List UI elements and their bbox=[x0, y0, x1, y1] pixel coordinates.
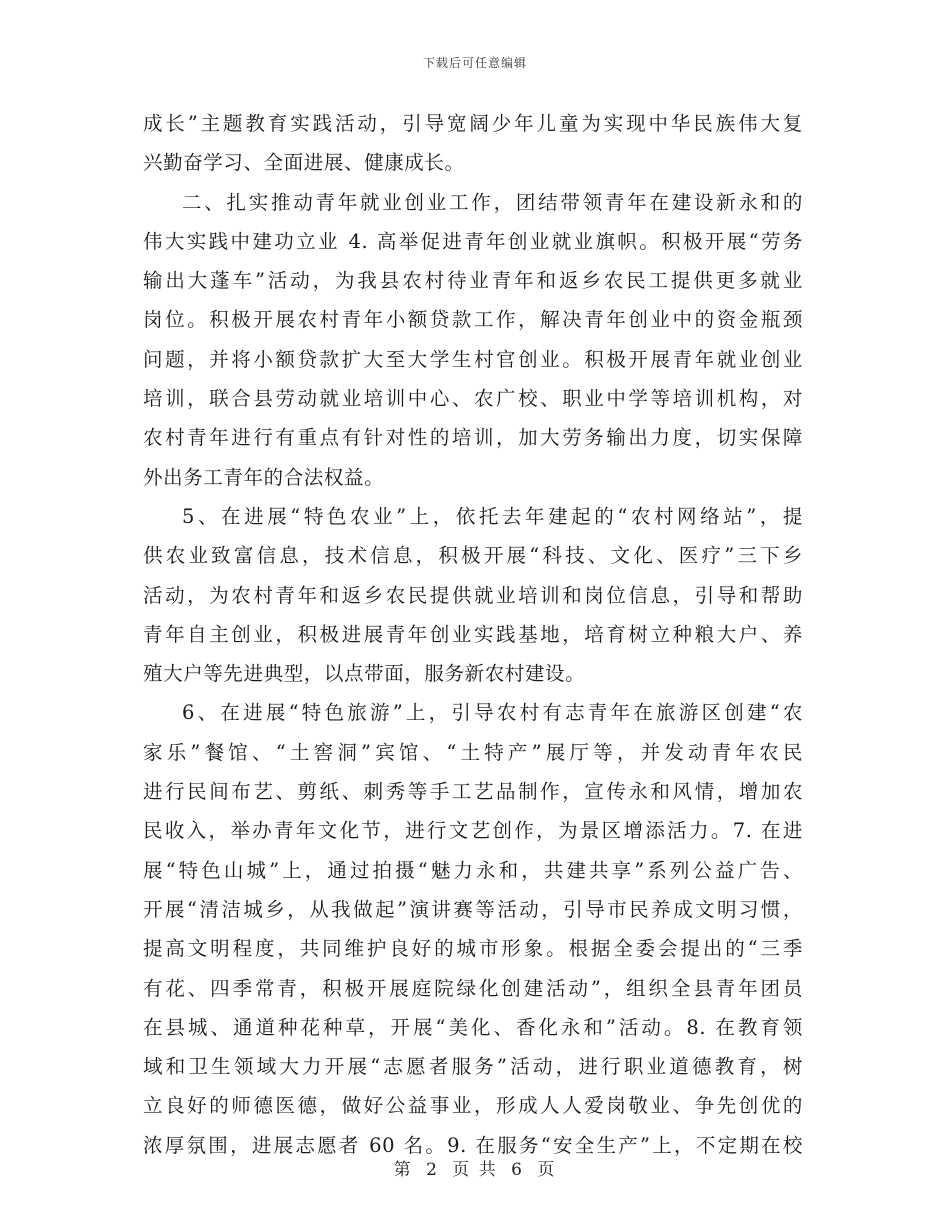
text-line: 5、在进展“特色农业”上，依托去年建起的“农村网络站”，提 bbox=[182, 504, 803, 528]
text-line: 活动，为农村青年和返乡农民提供就业培训和岗位信息，引导和帮助 bbox=[143, 583, 803, 607]
body-text bbox=[143, 104, 803, 1165]
footer-prefix: 第 bbox=[393, 1160, 413, 1180]
text-line: 农村青年进行有重点有针对性的培训，加大劳务输出力度，切实保障 bbox=[143, 426, 803, 450]
footer-total-pages: 6 bbox=[511, 1160, 524, 1180]
text-line: 问题，并将小额贷款扩大至大学生村官创业。积极开展青年就业创业 bbox=[143, 347, 803, 371]
text-line: 浓厚氛围，进展志愿者 60 名。9. 在服务“安全生产”上，不定期在校 bbox=[143, 1133, 803, 1157]
text-line: 供农业致富信息，技术信息，积极开展“科技、文化、医疗”三下乡 bbox=[143, 544, 803, 568]
text-line: 展“特色山城”上，通过拍摄“魅力永和，共建共享”系列公益广告、 bbox=[143, 858, 803, 882]
text-line: 立良好的师德医德，做好公益事业，形成人人爱岗敬业、争先创优的 bbox=[143, 1094, 803, 1118]
text-line: 提高文明程度，共同维护良好的城市形象。根据全委会提出的“三季 bbox=[143, 937, 803, 961]
text-line: 培训，联合县劳动就业培训中心、农广校、职业中学等培训机构，对 bbox=[143, 387, 803, 411]
footer-middle: 页 共 bbox=[452, 1160, 498, 1180]
page-header: 下载后可任意编辑 bbox=[422, 56, 527, 70]
text-line: 域和卫生领域大力开展“志愿者服务”活动，进行职业道德教育，树 bbox=[143, 1055, 803, 1079]
page-footer bbox=[0, 1155, 950, 1180]
text-line: 民收入，举办青年文化节，进行文艺创作，为景区增添活力。7. 在进 bbox=[143, 819, 803, 843]
text-line: 输出大蓬车”活动，为我县农村待业青年和返乡农民工提供更多就业 bbox=[143, 269, 803, 293]
text-line: 二、扎实推动青年就业创业工作，团结带领青年在建设新永和的 bbox=[182, 190, 803, 214]
text-line: 兴勤奋学习、全面进展、健康成长。 bbox=[143, 151, 465, 175]
text-line: 青年自主创业，积极进展青年创业实践基地，培育树立种粮大户、养 bbox=[143, 622, 803, 646]
text-line: 有花、四季常青，积极开展庭院绿化创建活动”，组织全县青年团员 bbox=[143, 976, 803, 1000]
text-line: 开展“清洁城乡，从我做起”演讲赛等活动，引导市民养成文明习惯， bbox=[143, 897, 803, 921]
text-line: 岗位。积极开展农村青年小额贷款工作，解决青年创业中的资金瓶颈 bbox=[143, 308, 803, 332]
text-line: 家乐”餐馆、“土窖洞”宾馆、“土特产”展厅等，并发动青年农民 bbox=[143, 740, 803, 764]
text-line: 伟大实践中建功立业 4. 高举促进青年创业就业旗帜。积极开展“劳务 bbox=[143, 229, 803, 253]
footer-page-number: 2 bbox=[426, 1160, 439, 1180]
text-line: 6、在进展“特色旅游”上，引导农村有志青年在旅游区创建“农 bbox=[182, 701, 803, 725]
footer-suffix: 页 bbox=[537, 1160, 557, 1180]
text-line: 成长”主题教育实践活动，引导宽阔少年儿童为实现中华民族伟大复 bbox=[143, 112, 803, 135]
text-line: 在县城、通道种花种草，开展“美化、香化永和”活动。8. 在教育领 bbox=[143, 1015, 803, 1039]
text-line: 殖大户等先进典型，以点带面，服务新农村建设。 bbox=[143, 662, 586, 686]
text-line: 进行民间布艺、剪纸、刺秀等手工艺品制作，宣传永和风情，增加农 bbox=[143, 780, 803, 804]
text-line: 外出务工青年的合法权益。 bbox=[143, 465, 385, 489]
